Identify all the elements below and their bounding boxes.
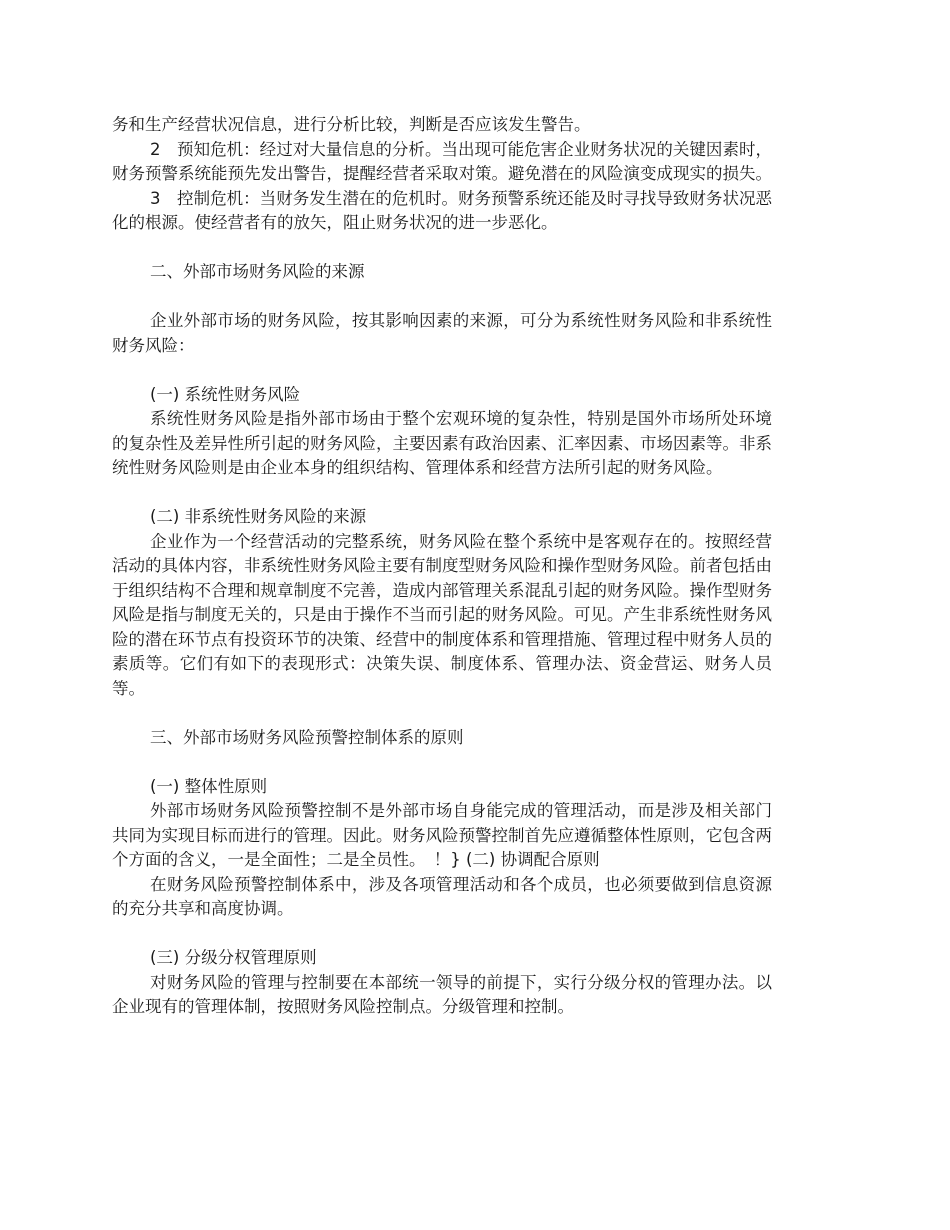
subheading-integrity-principle: (一) 整体性原则 [150, 776, 268, 796]
paragraph-systematic-risk: 系统性财务风险是指外部市场由于整个宏观环境的复杂性，特别是国外市场所处环境的复杂性及差异性所引起的财务风险，主要因素有政治因素、汇率因素、市场因素等。非系统性财务风险则是由企业本身的组织结构、管理体系和经营方法所引起的财务风险。 [112, 409, 772, 477]
section-heading-3: 三、外部市场财务风险预警控制体系的原则 [150, 727, 464, 747]
paragraph-item-2: 2 预知危机：经过对大量信息的分析。当出现可能危害企业财务状况的关键因素时，财务预警系统能预先发出警告，提醒经营者采取对策。避免潜在的风险演变成现实的损失。 [112, 139, 772, 183]
paragraph-integrity-principle: 外部市场财务风险预警控制不是外部市场自身能完成的管理活动，而是涉及相关部门共同为实现目标而进行的管理。因此。财务风险预警控制首先应遵循整体性原则，它包含两个方面的含义，一是全面性；二是全员性。 ！} (二) 协调配合原则 [112, 801, 772, 869]
subheading-hierarchical-principle: (三) 分级分权管理原则 [150, 948, 317, 967]
spacer [112, 481, 772, 506]
spacer [112, 701, 772, 726]
document-page [112, 113, 772, 1020]
spacer [112, 750, 772, 775]
spacer [112, 285, 772, 310]
spacer [112, 358, 772, 383]
paragraph-hierarchical-principle: 对财务风险的管理与控制要在本部统一领导的前提下，实行分级分权的管理办法。以企业现有的管理体制，按照财务风险控制点。分级管理和控制。 [112, 972, 772, 1016]
spacer [112, 922, 772, 947]
subheading-nonsystematic-risk: (二) 非系统性财务风险的来源 [150, 507, 367, 526]
subheading-systematic-risk: (一) 系统性财务风险 [150, 384, 301, 404]
paragraph-coordination-principle: 在财务风险预警控制体系中，涉及各项管理活动和各个成员，也必须要做到信息资源的充分共享和高度协调。 [112, 874, 772, 918]
paragraph-nonsystematic-risk: 企业作为一个经营活动的完整系统，财务风险在整个系统中是客观存在的。按照经营活动的具体内容，非系统性财务风险主要有制度型财务风险和操作型财务风险。前者包括由于组织结构不合理和规章制度不完善，造成内部管理关系混乱引起的财务风险。操作型财务风险是指与制度无关的，只是由于操作不当而引起的财务风险。可见。产生非系统性财务风险的潜在环节点有投资环节的决策、经营中的制度体系和管理措施、管理过程中财务人员的素质等。它们有如下的表现形式：决策失误、制度体系、管理办法、资金营运、财务人员等。 [112, 531, 772, 698]
paragraph-intro-tail: 务和生产经营状况信息，进行分析比较，判断是否应该发生警告。 [112, 115, 591, 134]
paragraph-item-3: 3 控制危机：当财务发生潜在的危机时。财务预警系统还能及时寻找导致财务状况恶化的根源。使经营者有的放矢，阻止财务状况的进一步恶化。 [112, 188, 772, 232]
section-heading-2: 二、外部市场财务风险的来源 [150, 262, 365, 281]
spacer [112, 236, 772, 261]
paragraph-section-2-intro: 企业外部市场的财务风险，按其影响因素的来源，可分为系统性财务风险和非系统性财务风险： [112, 311, 772, 355]
